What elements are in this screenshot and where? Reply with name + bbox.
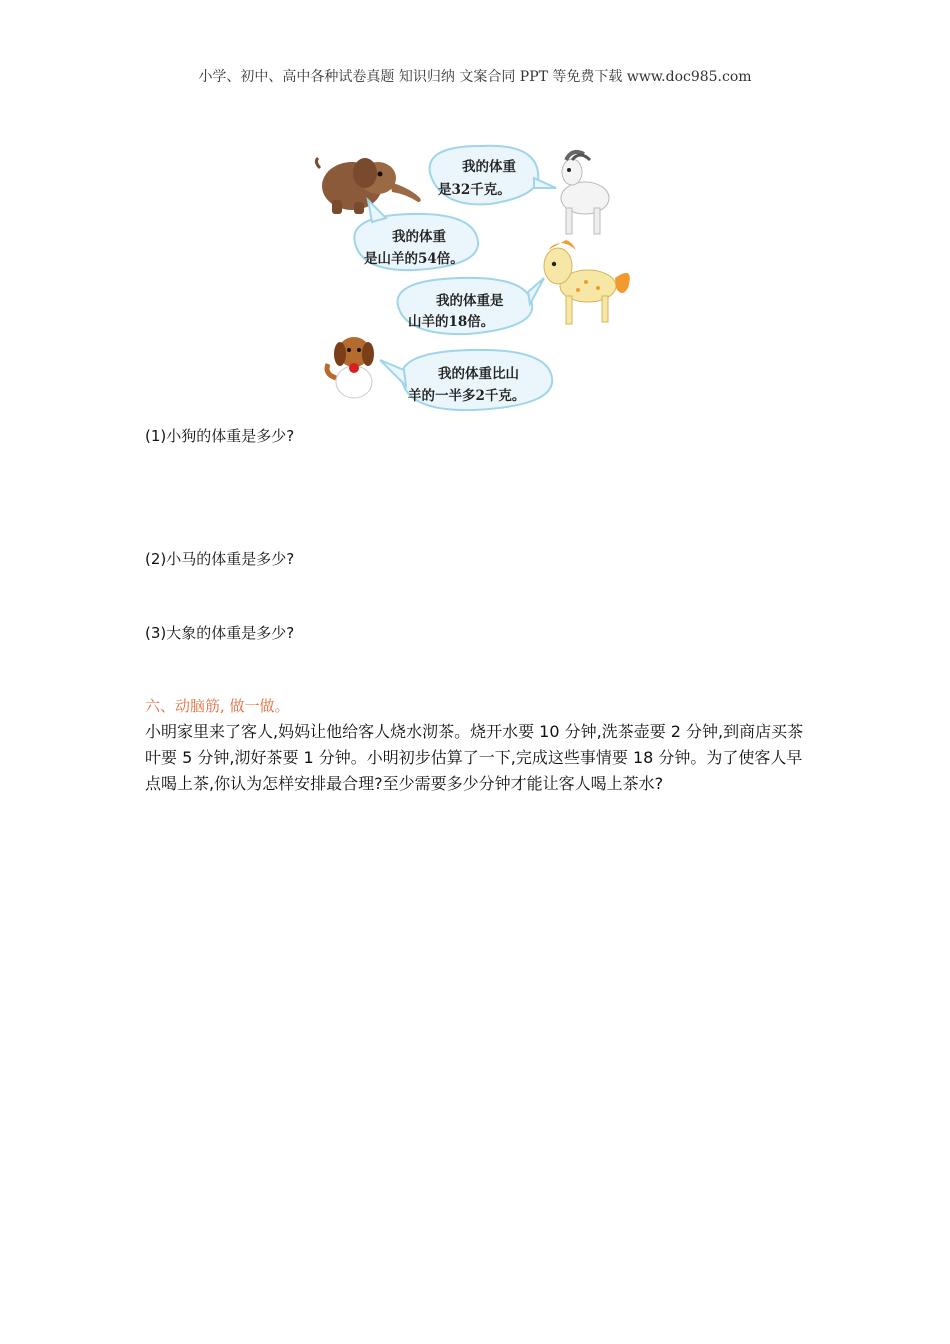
question-1: (1)小狗的体重是多少?	[145, 427, 295, 445]
question-3: (3)大象的体重是多少?	[145, 624, 295, 642]
speech-bubble-goat	[430, 146, 556, 205]
section-6-body: 小明家里来了客人,妈妈让他给客人烧水沏茶。烧开水要 10 分钟,洗茶壶要 2 分钟,到商店买茶叶要 5 分钟,沏好茶要 1 分钟。小明初步估算了一下,完成这些事情要 18 分钟。为了使客人早点喝上茶,你认为怎样安排最合理?至少需要多少分钟才能让客人喝上茶水?	[145, 722, 804, 793]
horse-icon	[544, 240, 630, 324]
speech-bubble-elephant	[354, 200, 478, 270]
section-6-title: 六、动脑筋, 做一做。	[145, 697, 290, 715]
page-header: 小学、初中、高中各种试卷真题 知识归纳 文案合同 PPT 等免费下载 www.doc985.com	[198, 69, 752, 85]
bubble-goat-line1: 我的体重	[462, 159, 516, 175]
bubble-elephant-line1: 我的体重	[392, 229, 446, 245]
animal-weight-illustration	[310, 138, 640, 423]
bubble-goat-line2: 是32千克。	[438, 182, 511, 198]
goat-icon	[561, 152, 609, 234]
bubble-horse-line1: 我的体重是	[436, 293, 504, 309]
illustration-svg	[310, 138, 640, 423]
bubble-elephant-line2: 是山羊的54倍。	[364, 251, 464, 267]
bubble-dog-line1: 我的体重比山	[438, 366, 519, 382]
dog-icon	[327, 337, 374, 398]
speech-bubble-dog	[380, 350, 552, 410]
speech-bubble-horse	[398, 278, 544, 334]
bubble-dog-line2: 羊的一半多2千克。	[408, 388, 526, 404]
bubble-horse-line2: 山羊的18倍。	[408, 314, 495, 330]
question-2: (2)小马的体重是多少?	[145, 550, 295, 568]
